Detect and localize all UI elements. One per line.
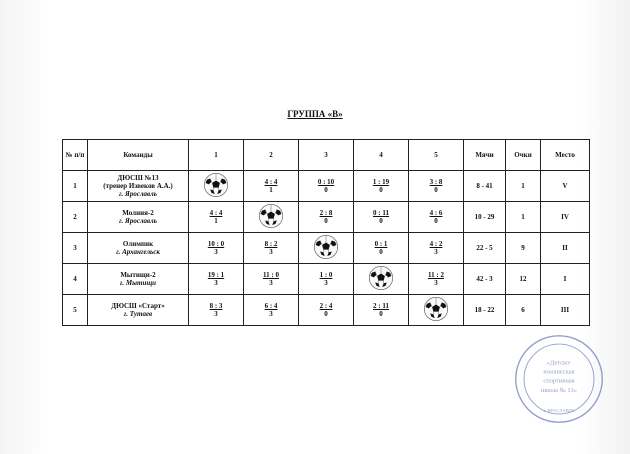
header-points: Очки — [506, 140, 541, 171]
team-cell — [88, 233, 189, 264]
match-score — [430, 209, 443, 225]
stamp-line-1: «Детско- — [546, 359, 572, 367]
match-score — [210, 302, 223, 318]
match-result-cell — [409, 171, 464, 202]
match-result-cell — [299, 264, 354, 295]
match-score — [208, 271, 224, 287]
header-col-5: 5 — [409, 140, 464, 171]
match-score — [320, 209, 333, 225]
score-goals: 4 : 6 — [429, 209, 443, 217]
match-result-cell — [189, 202, 244, 233]
team-name: ДЮСШ №13 — [117, 174, 159, 182]
match-score — [320, 302, 333, 318]
points-cell: 1 — [506, 171, 541, 202]
score-points: 0 — [379, 310, 383, 318]
self-match-cell — [299, 233, 354, 264]
place-cell: V — [541, 171, 590, 202]
score-goals: 2 : 4 — [319, 302, 333, 310]
points-cell: 1 — [506, 202, 541, 233]
score-goals: 0 : 1 — [374, 240, 388, 248]
score-points: 0 — [434, 217, 438, 225]
match-score — [428, 271, 444, 287]
score-points: 0 — [379, 248, 383, 256]
match-score — [373, 209, 389, 225]
match-score — [265, 240, 278, 256]
team-name: Мытищи-2 — [120, 271, 156, 279]
score-points: 3 — [214, 310, 218, 318]
score-points: 0 — [379, 217, 383, 225]
match-score — [373, 178, 389, 194]
score-goals: 8 : 3 — [209, 302, 223, 310]
score-points: 3 — [269, 248, 273, 256]
score-points: 0 — [324, 186, 328, 194]
stamp-line-3: спортивная — [543, 377, 575, 385]
row-number: 4 — [63, 264, 88, 295]
soccer-ball-icon — [203, 172, 229, 198]
header-teams: Команды — [88, 140, 189, 171]
place-cell: I — [541, 264, 590, 295]
score-goals: 4 : 4 — [209, 209, 223, 217]
team-cell — [88, 171, 189, 202]
row-number: 1 — [63, 171, 88, 202]
points-cell: 12 — [506, 264, 541, 295]
score-points: 3 — [434, 248, 438, 256]
team-city: г. Ярославль — [119, 217, 157, 225]
match-score — [210, 209, 223, 225]
row-number: 2 — [63, 202, 88, 233]
header-col-1: 1 — [189, 140, 244, 171]
stamp-line-4: школа № 13» — [541, 386, 577, 394]
match-score — [375, 240, 388, 256]
score-points: 3 — [434, 279, 438, 287]
score-goals: 1 : 0 — [319, 271, 333, 279]
match-result-cell — [189, 264, 244, 295]
header-num: № п/п — [63, 140, 88, 171]
score-points: 3 — [269, 279, 273, 287]
header-col-2: 2 — [244, 140, 299, 171]
place-cell: IV — [541, 202, 590, 233]
stamp-ring-text: г. ЯРОСЛАВЛЬ — [543, 408, 575, 414]
match-result-cell — [354, 171, 409, 202]
header-row — [63, 140, 590, 171]
match-result-cell — [299, 202, 354, 233]
score-goals: 0 : 11 — [373, 209, 389, 217]
row-number: 5 — [63, 295, 88, 326]
place-cell: II — [541, 233, 590, 264]
match-result-cell — [409, 264, 464, 295]
score-points: 0 — [324, 217, 328, 225]
score-goals: 2 : 8 — [319, 209, 333, 217]
soccer-ball-icon — [423, 296, 449, 322]
match-result-cell — [409, 233, 464, 264]
table-row — [63, 295, 590, 326]
team-name: Олимпик — [122, 240, 154, 248]
score-points: 3 — [324, 279, 328, 287]
place-cell: III — [541, 295, 590, 326]
team-cell — [88, 295, 189, 326]
score-goals: 10 : 0 — [207, 240, 225, 248]
points-cell: 6 — [506, 295, 541, 326]
score-goals: 6 : 4 — [264, 302, 278, 310]
score-points: 3 — [214, 279, 218, 287]
goals-cell: 18 - 22 — [464, 295, 506, 326]
table-row — [63, 202, 590, 233]
group-title: ГРУППА «В» — [287, 109, 343, 119]
score-points: 3 — [214, 248, 218, 256]
score-points: 1 — [214, 217, 218, 225]
team-name: ДЮСШ «Старт» — [111, 302, 165, 310]
points-cell: 9 — [506, 233, 541, 264]
match-score — [208, 240, 224, 256]
school-stamp — [513, 333, 605, 425]
score-goals: 4 : 4 — [264, 178, 278, 186]
match-result-cell — [299, 295, 354, 326]
stamp-line-2: юношеская — [543, 368, 575, 376]
header-col-3: 3 — [299, 140, 354, 171]
goals-cell: 10 - 29 — [464, 202, 506, 233]
soccer-ball-icon — [368, 265, 394, 291]
goals-cell: 22 - 5 — [464, 233, 506, 264]
score-goals: 2 : 11 — [373, 302, 389, 310]
team-city: г. Мытищи — [119, 279, 157, 287]
soccer-ball-icon — [258, 203, 284, 229]
score-goals: 1 : 19 — [372, 178, 390, 186]
match-result-cell — [189, 233, 244, 264]
team-name: Молния-2 — [122, 209, 154, 217]
row-number: 3 — [63, 233, 88, 264]
self-match-cell — [244, 202, 299, 233]
match-result-cell — [299, 171, 354, 202]
table-row — [63, 233, 590, 264]
table-row — [63, 171, 590, 202]
team-city: г. Ярославль — [119, 190, 157, 198]
standings-table — [62, 139, 590, 326]
match-score — [430, 178, 443, 194]
soccer-ball-icon — [313, 234, 339, 260]
score-goals: 11 : 2 — [428, 271, 444, 279]
goals-cell: 8 - 41 — [464, 171, 506, 202]
score-goals: 0 : 10 — [317, 178, 335, 186]
header-col-4: 4 — [354, 140, 409, 171]
match-result-cell — [244, 264, 299, 295]
score-goals: 4 : 2 — [429, 240, 443, 248]
score-goals: 8 : 2 — [264, 240, 278, 248]
match-score — [265, 302, 278, 318]
score-points: 3 — [269, 310, 273, 318]
match-result-cell — [354, 233, 409, 264]
match-score — [373, 302, 389, 318]
score-goals: 3 : 8 — [429, 178, 443, 186]
team-cell — [88, 264, 189, 295]
score-points: 0 — [434, 186, 438, 194]
match-result-cell — [354, 295, 409, 326]
team-city: г. Тутаев — [123, 310, 153, 318]
team-city: г. Архангельск — [116, 248, 160, 256]
table-row — [63, 264, 590, 295]
header-goals: Мячи — [464, 140, 506, 171]
match-result-cell — [189, 295, 244, 326]
header-place: Место — [541, 140, 590, 171]
match-score — [320, 271, 333, 287]
match-result-cell — [244, 233, 299, 264]
team-cell — [88, 202, 189, 233]
self-match-cell — [409, 295, 464, 326]
self-match-cell — [189, 171, 244, 202]
match-result-cell — [244, 295, 299, 326]
match-score — [263, 271, 279, 287]
self-match-cell — [354, 264, 409, 295]
match-score — [265, 178, 278, 194]
match-result-cell — [354, 202, 409, 233]
score-points: 0 — [379, 186, 383, 194]
goals-cell: 42 - 3 — [464, 264, 506, 295]
team-name: (тренер Извеков А.А.) — [103, 182, 173, 190]
match-result-cell — [244, 171, 299, 202]
score-goals: 11 : 0 — [263, 271, 279, 279]
match-score — [430, 240, 443, 256]
match-score — [318, 178, 334, 194]
match-result-cell — [409, 202, 464, 233]
score-points: 1 — [269, 186, 273, 194]
score-points: 0 — [324, 310, 328, 318]
score-goals: 19 : 1 — [207, 271, 225, 279]
